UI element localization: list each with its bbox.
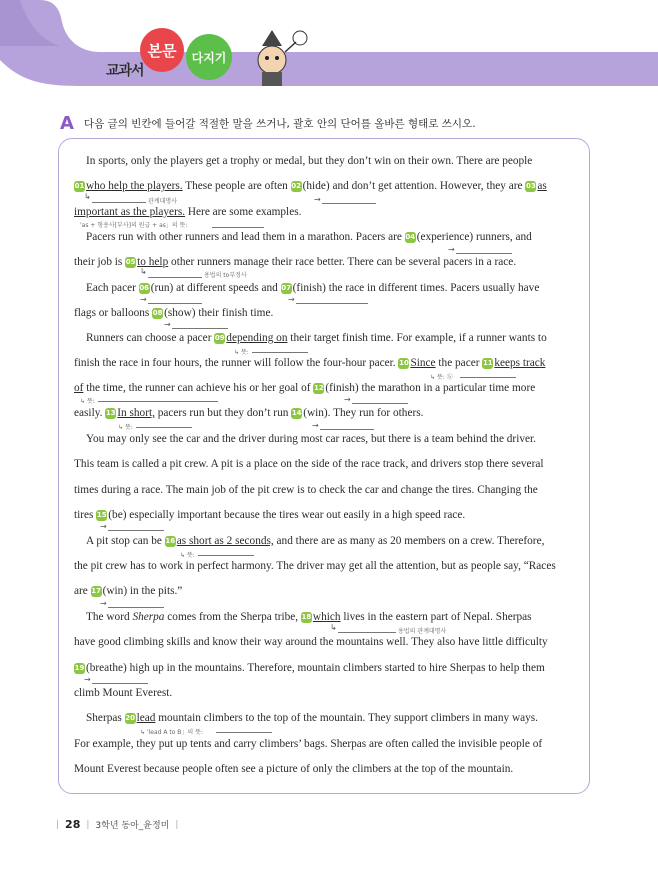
answer-arrow: → bbox=[140, 295, 147, 304]
textbook-logo: 교과서 bbox=[106, 63, 144, 79]
hint-05: 용법의 to부정사 bbox=[204, 272, 247, 279]
passage-line-25: Mount Everest because people often see a picture of only the climbers at the top of the mountain. bbox=[74, 763, 514, 775]
question-number: 01 bbox=[74, 182, 85, 190]
answer-blank-10[interactable] bbox=[98, 393, 218, 402]
question-number: 07 bbox=[281, 284, 292, 292]
header-banner bbox=[0, 0, 658, 92]
answer-arrow: → bbox=[288, 295, 295, 304]
question-number: 04 bbox=[405, 233, 416, 241]
question-number: 12 bbox=[313, 384, 324, 392]
question-number: 19 bbox=[74, 664, 85, 672]
answer-blank-16[interactable] bbox=[198, 547, 254, 556]
question-number: 11 bbox=[482, 359, 493, 367]
answer-blank-07[interactable] bbox=[296, 295, 368, 304]
passage-line-19: The word Sherpa comes from the Sherpa tribe, 18 which lives in the eastern part of Nepal. Sherpas bbox=[86, 611, 532, 623]
passage-line-22: climb Mount Everest. bbox=[74, 687, 173, 699]
answer-blank-04[interactable] bbox=[456, 245, 512, 254]
answer-arrow: → bbox=[84, 675, 91, 684]
question-number: 06 bbox=[139, 284, 150, 292]
hint-20: ↳ 'lead A to B」의 뜻: bbox=[140, 729, 203, 736]
title-badge-main: 본문 bbox=[140, 28, 184, 72]
answer-arrow: → bbox=[312, 421, 319, 430]
hint-18: 용법의 관계대명사 bbox=[398, 628, 447, 635]
passage-line-24: For example, they put up tents and carry climbers’ bags. Sherpas are often called the invisible people of bbox=[74, 738, 543, 750]
passage-line-17: the pit crew has to work in perfect harmony. The driver may get all the attention, but as people say, “Races bbox=[74, 560, 556, 572]
passage-line-14: times during a race. The main job of the pit crew is to check the car and change the tires. Changing the bbox=[74, 484, 538, 496]
passage-line-13: This team is called a pit crew. A pit is a place on the side of the race track, and drivers stop there several bbox=[74, 458, 544, 470]
passage-line-11: easily. 13 In short, pacers run but they don’t run 14 (win). They run for others. bbox=[74, 407, 424, 419]
answer-blank-17[interactable] bbox=[108, 599, 164, 608]
instruction-text: 다음 글의 빈칸에 들어갈 적절한 말을 쓰거나, 괄호 안의 단어를 올바른 형태로 쓰시오. bbox=[83, 118, 476, 130]
answer-arrow: ↳ bbox=[330, 623, 337, 632]
hint-01: 관계대명사 bbox=[148, 198, 177, 205]
page-number: 28 bbox=[65, 818, 81, 831]
question-number: 09 bbox=[214, 334, 225, 342]
answer-blank-11[interactable] bbox=[460, 369, 516, 378]
question-number: 17 bbox=[91, 587, 101, 595]
answer-arrow: → bbox=[100, 522, 107, 531]
answer-blank-13[interactable] bbox=[136, 419, 192, 428]
answer-arrow: → bbox=[100, 599, 107, 608]
question-number: 16 bbox=[165, 537, 176, 545]
answer-blank-01[interactable] bbox=[92, 194, 146, 203]
passage-line-12: You may only see the car and the driver during most car races, but there is a team behind the driver. bbox=[86, 433, 536, 445]
question-number: 02 bbox=[291, 182, 302, 190]
question-number: 13 bbox=[105, 409, 116, 417]
question-number: 10 bbox=[399, 359, 409, 367]
passage-line-1: In sports, only the players get a trophy or medal, but they don’t win on their own. There are people bbox=[86, 155, 533, 167]
passage-line-10: of the time, the runner can achieve his or her goal of 12 (finish) the marathon in a particular time more bbox=[74, 382, 536, 394]
passage-line-5: their job is 05 to help other runners manage their race better. There can be several pacers in a race. bbox=[74, 256, 517, 268]
footer-divider: | bbox=[86, 819, 90, 830]
question-number: 08 bbox=[152, 309, 163, 317]
answer-arrow: ↳ bbox=[84, 192, 91, 201]
answer-arrow: → bbox=[344, 395, 351, 404]
passage-line-7: flags or balloons 08 (show) their finish time. bbox=[74, 307, 274, 319]
page-footer bbox=[56, 818, 178, 831]
passage-line-9: finish the race in four hours, the runner will follow the four-hour pacer. 10 Since the pacer 11 keeps track bbox=[74, 357, 546, 369]
answer-blank-03[interactable] bbox=[212, 219, 264, 228]
passage-line-3: important as the players. Here are some examples. bbox=[74, 206, 302, 218]
footer-divider: | bbox=[56, 819, 60, 830]
footer-divider: | bbox=[175, 819, 179, 830]
answer-blank-02[interactable] bbox=[322, 195, 376, 204]
hint-16: ↳ 뜻: bbox=[180, 552, 195, 559]
passage-line-6: Each pacer 06 (run) at different speeds and 07 (finish) the race in different times. Pacers usually have bbox=[86, 282, 540, 294]
answer-arrow: → bbox=[448, 245, 455, 254]
question-number: 20 bbox=[125, 714, 135, 722]
question-number: 15 bbox=[96, 511, 107, 519]
passage-line-4: Pacers run with other runners and lead them in a marathon. Pacers are 04 (experience) runners, and bbox=[86, 231, 532, 243]
hint-09: ↳ 뜻: bbox=[234, 349, 249, 356]
section-letter: A bbox=[60, 113, 74, 134]
answer-arrow: → bbox=[314, 195, 321, 204]
question-number: 05 bbox=[125, 258, 136, 266]
hint-13: ↳ 뜻: bbox=[118, 424, 133, 431]
book-title: 3학년 동아_윤정미 bbox=[95, 821, 170, 831]
question-number: 03 bbox=[525, 182, 536, 190]
answer-arrow: → bbox=[164, 320, 171, 329]
answer-blank-06[interactable] bbox=[148, 295, 202, 304]
answer-blank-12[interactable] bbox=[352, 395, 408, 404]
question-number: 14 bbox=[291, 409, 302, 417]
passage-line-21: 19 (breathe) high up in the mountains. Therefore, mountain climbers started to hire Sherpas to help them bbox=[74, 662, 545, 674]
passage-line-23: Sherpas 20 lead mountain climbers to the top of the mountain. They support climbers in many ways. bbox=[86, 712, 538, 724]
passage-line-15: tires 15 (be) especially important because the tires wear out easily in a high speed race. bbox=[74, 509, 466, 521]
answer-blank-20[interactable] bbox=[216, 724, 272, 733]
answer-blank-14[interactable] bbox=[320, 421, 374, 430]
hint-03: 'as + 형용사[부사]의 원급 + as」의 뜻: bbox=[80, 222, 188, 229]
answer-blank-08[interactable] bbox=[172, 320, 228, 329]
passage-line-20: have good climbing skills and know their way around the mountains well. They also have little difficulty bbox=[74, 636, 548, 648]
hint-10: ↳ 뜻: bbox=[80, 398, 95, 405]
answer-blank-18[interactable] bbox=[338, 624, 396, 633]
instruction bbox=[60, 113, 476, 134]
question-number: 18 bbox=[301, 613, 312, 621]
passage-line-18: are 17 (win) in the pits.” bbox=[74, 585, 183, 597]
banner-shape bbox=[0, 0, 658, 92]
answer-blank-09[interactable] bbox=[252, 344, 308, 353]
answer-arrow: ↳ bbox=[140, 267, 147, 276]
passage-line-2: 01 who help the players. These people are often 02 (hide) and don’t get attention. However, they are 03 as bbox=[74, 180, 547, 192]
passage-line-16: A pit stop can be 16 as short as 2 seconds, and there are as many as 20 members on a crew. Therefore, bbox=[86, 535, 545, 547]
title-badge-sub: 다지기 bbox=[186, 34, 232, 80]
answer-blank-19[interactable] bbox=[92, 675, 148, 684]
answer-blank-05[interactable] bbox=[148, 269, 202, 278]
answer-blank-15[interactable] bbox=[108, 522, 164, 531]
hint-11: ↳ 뜻: ⓑ bbox=[430, 374, 453, 381]
passage-line-8: Runners can choose a pacer 09 depending on their target finish time. For example, if a runner wants to bbox=[86, 332, 547, 344]
